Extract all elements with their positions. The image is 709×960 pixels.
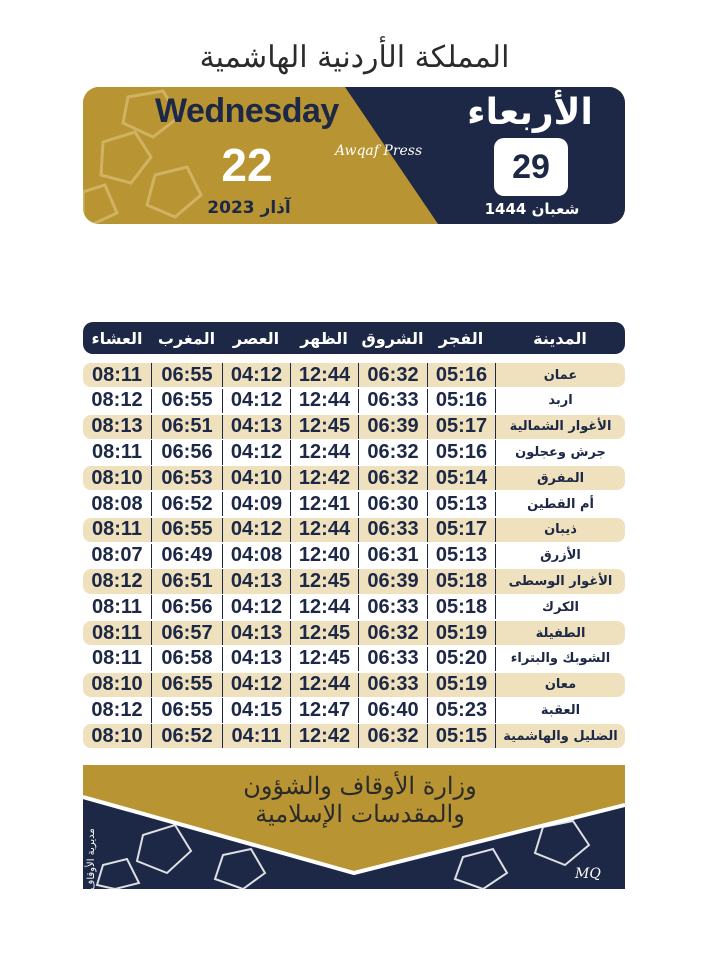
dhuhr-time: 12:42: [290, 466, 358, 490]
city-name: عمان: [495, 363, 625, 387]
maghrib-time: 06:57: [151, 621, 222, 645]
asr-time: 04:12: [222, 595, 290, 619]
table-row: [83, 466, 625, 490]
header-maghrib: المغرب: [157, 328, 216, 348]
isha-time: 08:11: [91, 595, 143, 618]
city-name: المفرق: [495, 466, 625, 490]
dhuhr-time: 12:44: [290, 389, 358, 413]
dhuhr-time: 12:40: [290, 544, 358, 568]
english-weekday: Wednesday: [155, 92, 339, 130]
press-label: Awqaf Press: [335, 143, 423, 159]
dhuhr-time: 12:45: [290, 621, 358, 645]
table-row: [83, 440, 625, 464]
isha-time: 08:13: [91, 415, 143, 438]
table-body: [83, 363, 625, 748]
isha-time: 08:12: [91, 699, 143, 721]
isha-time: 08:12: [91, 570, 143, 593]
city-name: أم القطين: [495, 492, 625, 516]
asr-time: 04:13: [222, 415, 290, 439]
fajr-time: 05:16: [427, 440, 495, 464]
hijri-month-year: شعبان 1444: [484, 200, 580, 218]
shuruq-time: 06:32: [358, 621, 427, 645]
isha-time: 08:11: [91, 621, 143, 644]
maghrib-time: 06:49: [151, 544, 222, 568]
asr-time: 04:12: [222, 518, 290, 542]
table-row: [83, 621, 625, 645]
fajr-time: 05:15: [427, 724, 495, 748]
city-name: الكرك: [495, 595, 625, 619]
asr-time: 04:15: [222, 698, 290, 722]
maghrib-time: 06:55: [151, 389, 222, 413]
fajr-time: 05:13: [427, 492, 495, 516]
shuruq-time: 06:33: [358, 389, 427, 413]
shuruq-time: 06:30: [358, 492, 427, 516]
header-asr: العصر: [232, 328, 280, 348]
asr-time: 04:12: [222, 673, 290, 697]
shuruq-time: 06:33: [358, 518, 427, 542]
shuruq-time: 06:33: [358, 647, 427, 671]
shuruq-time: 06:32: [358, 724, 427, 748]
isha-time: 08:11: [91, 647, 143, 670]
shuruq-time: 06:33: [358, 673, 427, 697]
maghrib-time: 06:55: [151, 518, 222, 542]
table-row: [83, 673, 625, 697]
maghrib-time: 06:55: [151, 698, 222, 722]
header-city: المدينة: [533, 328, 587, 348]
city-name: الأزرق: [495, 544, 625, 568]
prayer-times-table: [83, 322, 625, 750]
asr-time: 04:09: [222, 492, 290, 516]
maghrib-time: 06:52: [151, 492, 222, 516]
shuruq-time: 06:40: [358, 698, 427, 722]
asr-time: 04:10: [222, 466, 290, 490]
city-name: اربد: [495, 389, 625, 413]
dhuhr-time: 12:45: [290, 415, 358, 439]
city-name: الشوبك والبتراء: [495, 647, 625, 671]
maghrib-time: 06:51: [151, 569, 222, 593]
table-row: [83, 724, 625, 748]
maghrib-time: 06:52: [151, 724, 222, 748]
arabic-weekday: الأربعاء: [467, 92, 593, 133]
dhuhr-time: 12:42: [290, 724, 358, 748]
table-row: [83, 698, 625, 722]
isha-time: 08:10: [91, 673, 143, 696]
dhuhr-time: 12:41: [290, 492, 358, 516]
city-name: جرش وعجلون: [495, 440, 625, 464]
dhuhr-time: 12:44: [290, 518, 358, 542]
fajr-time: 05:18: [427, 569, 495, 593]
fajr-time: 05:13: [427, 544, 495, 568]
maghrib-time: 06:56: [151, 595, 222, 619]
maghrib-time: 06:55: [151, 363, 222, 387]
dhuhr-time: 12:44: [290, 440, 358, 464]
city-name: الأغوار الوسطى: [495, 569, 625, 593]
city-name: ذيبان: [495, 518, 625, 542]
isha-time: 08:11: [91, 363, 143, 386]
shuruq-time: 06:31: [358, 544, 427, 568]
shuruq-time: 06:39: [358, 569, 427, 593]
city-name: الأغوار الشمالية: [495, 415, 625, 439]
fajr-time: 05:20: [427, 647, 495, 671]
maghrib-time: 06:55: [151, 673, 222, 697]
shuruq-time: 06:32: [358, 363, 427, 387]
table-header: [83, 322, 625, 354]
isha-time: 08:10: [91, 466, 143, 489]
header-shuruq: الشروق: [361, 328, 424, 348]
gregorian-month-year: آذار 2023: [207, 198, 291, 218]
table-row: [83, 544, 625, 568]
city-name: معان: [495, 673, 625, 697]
fajr-time: 05:14: [427, 466, 495, 490]
side-note: مديرية الأوقاف: [86, 828, 97, 890]
fajr-time: 05:17: [427, 518, 495, 542]
fajr-time: 05:19: [427, 673, 495, 697]
table-row: [83, 363, 625, 387]
ministry-title: وزارة الأوقاف والشؤون والمقدسات الإسلامية: [243, 772, 477, 828]
shuruq-time: 06:33: [358, 595, 427, 619]
dhuhr-time: 12:45: [290, 647, 358, 671]
header-fajr: الفجر: [438, 328, 484, 348]
dhuhr-time: 12:47: [290, 698, 358, 722]
asr-time: 04:12: [222, 363, 290, 387]
shuruq-time: 06:32: [358, 440, 427, 464]
isha-time: 08:08: [91, 492, 143, 515]
isha-time: 08:10: [91, 724, 143, 747]
maghrib-time: 06:51: [151, 415, 222, 439]
dhuhr-time: 12:44: [290, 673, 358, 697]
shuruq-time: 06:39: [358, 415, 427, 439]
shuruq-time: 06:32: [358, 466, 427, 490]
asr-time: 04:08: [222, 544, 290, 568]
table-row: [83, 415, 625, 439]
asr-time: 04:13: [222, 569, 290, 593]
gregorian-day: 22: [221, 139, 273, 191]
table-row: [83, 389, 625, 413]
kingdom-title: المملكة الأردنية الهاشمية: [199, 40, 510, 75]
asr-time: 04:12: [222, 440, 290, 464]
table-row: [83, 595, 625, 619]
fajr-time: 05:18: [427, 595, 495, 619]
isha-time: 08:11: [91, 441, 143, 464]
header-dhuhr: الظهر: [300, 328, 348, 348]
city-name: الطفيلة: [495, 621, 625, 645]
isha-time: 08:12: [91, 389, 143, 412]
dhuhr-time: 12:44: [290, 595, 358, 619]
isha-time: 08:07: [91, 544, 143, 567]
fajr-time: 05:16: [427, 389, 495, 413]
fajr-time: 05:17: [427, 415, 495, 439]
table-row: [83, 647, 625, 671]
asr-time: 04:13: [222, 621, 290, 645]
signature-mark: MQ: [575, 866, 601, 882]
fajr-time: 05:16: [427, 363, 495, 387]
maghrib-time: 06:56: [151, 440, 222, 464]
table-row: [83, 518, 625, 542]
asr-time: 04:12: [222, 389, 290, 413]
dhuhr-time: 12:44: [290, 363, 358, 387]
isha-time: 08:11: [91, 518, 143, 541]
dhuhr-time: 12:45: [290, 569, 358, 593]
header-isha: العشاء: [91, 328, 143, 348]
asr-time: 04:13: [222, 647, 290, 671]
fajr-time: 05:23: [427, 698, 495, 722]
city-name: العقبة: [495, 698, 625, 722]
hijri-day: 29: [494, 138, 568, 196]
table-row: [83, 569, 625, 593]
fajr-time: 05:19: [427, 621, 495, 645]
table-row: [83, 492, 625, 516]
maghrib-time: 06:58: [151, 647, 222, 671]
maghrib-time: 06:53: [151, 466, 222, 490]
city-name: الضليل والهاشمية: [495, 724, 625, 748]
asr-time: 04:11: [222, 724, 290, 748]
